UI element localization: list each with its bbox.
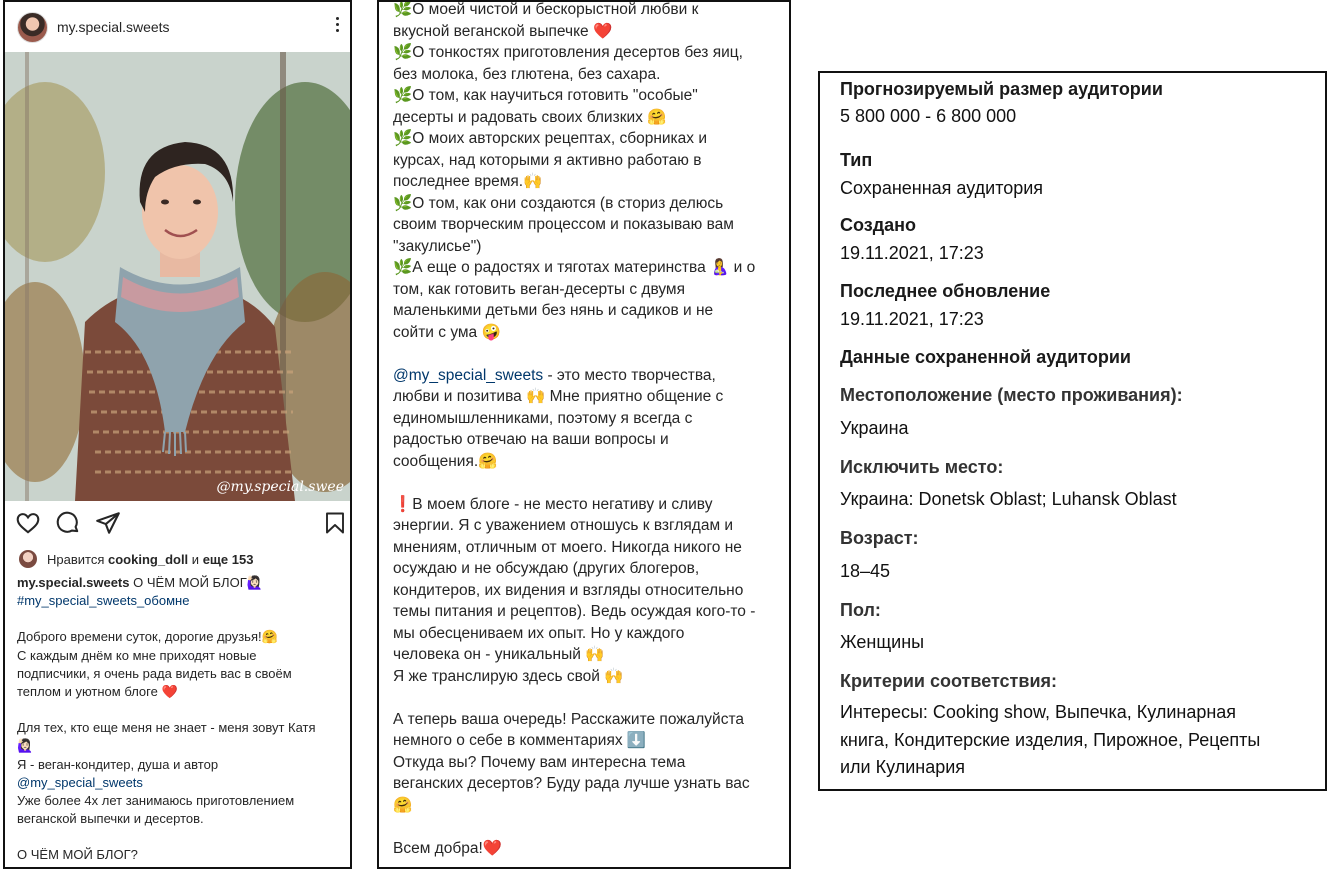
audience-type-label: Тип xyxy=(840,150,873,170)
saved-audience-data-heading: Данные сохраненной аудитории xyxy=(840,347,1131,367)
post-text-line: темы питания и рецептов). Ведь осуждая кого-то - xyxy=(393,603,756,620)
post-text-line: мы обесцениваем их опыт. Но у каждого xyxy=(393,624,685,642)
criteria-line: или Кулинария xyxy=(840,757,966,777)
exclude-location-value: Украина: Donetsk Oblast; Luhansk Oblast xyxy=(840,489,1177,509)
post-text-line: "закулисье") xyxy=(393,237,482,255)
liker-avatar[interactable] xyxy=(19,550,37,568)
post-text-panel xyxy=(377,0,791,869)
post-photo[interactable] xyxy=(5,52,350,501)
post-text-line: том, как готовить веган-десерты с двумя xyxy=(393,280,685,298)
post-text-line: ❗В моем блоге - не место негативу и сливу xyxy=(393,495,713,513)
caption-blank xyxy=(17,828,347,846)
post-text-line: без молока, без глютена, без сахара. xyxy=(393,65,661,83)
matching-criteria-value xyxy=(840,699,1300,782)
post-text-line: маленькими детьми без нянь и садиков и не xyxy=(393,302,714,319)
post-text-body xyxy=(393,0,785,859)
portrait-illustration xyxy=(5,52,350,501)
post-text-line: десерты и радовать своих близких 🤗 xyxy=(393,108,667,126)
caption-line: подписчики, я очень рада видеть вас в своём xyxy=(17,665,292,681)
caption-line: веганской выпечки и десертов. xyxy=(17,811,204,827)
matching-criteria-label: Критерии соответствия: xyxy=(840,671,1058,691)
post-text-line: 🤗 xyxy=(393,796,413,814)
post-text-line: кондитеров, их видения и взгляды относительно xyxy=(393,581,744,599)
likes-and: и xyxy=(191,552,200,567)
post-text-line: веганских десертов? Буду рада лучше узнать вас xyxy=(393,775,750,792)
mention-link[interactable]: @my_special_sweets xyxy=(17,774,143,790)
post-text-line: мнениям, отличным от моего. Никогда никого не xyxy=(393,538,742,556)
age-label: Возраст: xyxy=(840,528,919,548)
caption-line xyxy=(17,774,347,792)
caption-hashtag[interactable]: #my_special_sweets_обомне xyxy=(17,593,190,609)
caption-line: Уже более 4х лет занимаюсь приготовлением xyxy=(17,793,295,809)
mention-link[interactable]: @my_special_sweets xyxy=(393,366,544,384)
post-text-line: А теперь ваша очередь! Расскажите пожалуйста xyxy=(393,710,744,728)
post-text-line: Я же транслирую здесь свой 🙌 xyxy=(393,667,624,685)
post-text-line: любви и позитива 🙌 Мне приятно общение с xyxy=(393,388,724,405)
post-header xyxy=(5,2,350,52)
location-value: Украина xyxy=(840,418,909,438)
criteria-line: книга, Кондитерские изделия, Пирожное, Рецепты xyxy=(840,729,1261,750)
caption-line: 🙋🏻‍♀️ xyxy=(17,738,34,754)
created-label: Создано xyxy=(840,215,917,235)
profile-avatar[interactable] xyxy=(17,12,48,43)
post-text-line: курсах, над которыми я активно работаю в xyxy=(393,151,702,169)
audience-size-value: 5 800 000 - 6 800 000 xyxy=(840,106,1017,126)
caption-line: Доброго времени суток, дорогие друзья!🤗 xyxy=(17,629,278,645)
post-text-line: 🌿О тонкостях приготовления десертов без яиц, xyxy=(393,44,743,61)
comment-bubble-icon[interactable] xyxy=(55,510,81,536)
post-text-line: сойти с ума 🤪 xyxy=(393,323,501,341)
caption-blank xyxy=(17,701,347,719)
post-text-line: сообщения.🤗 xyxy=(393,452,498,470)
post-text-line: Откуда вы? Почему вам интересна тема xyxy=(393,753,686,771)
post-text-line: вкусной веганской выпечке ❤️ xyxy=(393,22,613,40)
post-username[interactable]: my.special.sweets xyxy=(57,19,170,35)
post-text-line: осуждаю и не обсуждаю (других блогеров, xyxy=(393,560,700,577)
likes-prefix: Нравится xyxy=(47,552,105,567)
post-text-blank xyxy=(393,343,785,365)
more-options-icon[interactable] xyxy=(332,17,342,37)
post-text-line: 🌿О том, как они создаются (в сториз делюсь xyxy=(393,194,724,212)
post-text-blank xyxy=(393,687,785,709)
caption-line: Для тех, кто еще меня не знает - меня зовут Катя xyxy=(17,720,316,736)
gender-label: Пол: xyxy=(840,600,881,620)
caption-username[interactable]: my.special.sweets xyxy=(17,575,130,590)
post-caption xyxy=(17,574,347,865)
criteria-line: Интересы: Cooking show, Выпечка, Кулинарная xyxy=(840,702,1237,722)
post-actions-bar xyxy=(5,510,350,540)
caption-line: Я - веган-кондитер, душа и автор xyxy=(17,756,219,772)
post-text-line: энергии. Я с уважением отношусь к взглядам и xyxy=(393,517,734,534)
post-text-line: 🌿О моей чистой и бескорыстной любви к xyxy=(393,1,699,18)
audience-type-value: Сохраненная аудитория xyxy=(840,178,1044,198)
save-bookmark-icon[interactable] xyxy=(323,510,349,536)
likes-more-count[interactable]: еще 153 xyxy=(202,552,254,567)
saved-audience-panel xyxy=(818,71,1327,791)
post-text-line: 🌿О том, как научиться готовить "особые" xyxy=(393,87,698,104)
caption-line: теплом и уютном блоге ❤️ xyxy=(17,684,178,700)
post-text-line: последнее время.🙌 xyxy=(393,173,543,190)
exclude-location-label: Исключить место: xyxy=(840,457,1004,477)
post-text-line: 🌿О моих авторских рецептах, сборниках и xyxy=(393,130,707,147)
share-send-icon[interactable] xyxy=(95,510,121,536)
audience-size-label: Прогнозируемый размер аудитории xyxy=(840,79,1163,99)
caption-line: О ЧЁМ МОЙ БЛОГ? xyxy=(17,847,138,863)
like-heart-icon[interactable] xyxy=(15,510,41,536)
liker-username[interactable]: cooking_doll xyxy=(108,552,189,567)
instagram-post-panel xyxy=(3,0,352,869)
post-text-line: Всем добра!❤️ xyxy=(393,839,503,857)
post-text-line: немного о себе в комментариях ⬇️ xyxy=(393,732,647,749)
caption-body xyxy=(17,628,347,864)
post-text-line: @my_special_sweets - это место творчества, xyxy=(393,366,716,384)
photo-watermark: @my.special.swee xyxy=(216,479,344,495)
post-text-line: своим творческим процессом и показываю вам xyxy=(393,216,734,233)
post-text-blank xyxy=(393,472,785,494)
updated-value: 19.11.2021, 17:23 xyxy=(840,309,984,329)
likes-summary[interactable] xyxy=(47,552,253,567)
created-value: 19.11.2021, 17:23 xyxy=(840,243,984,263)
post-text-line: человека он - уникальный 🙌 xyxy=(393,646,605,663)
caption-title: О ЧЁМ МОЙ БЛОГ🙋🏻‍♀️ xyxy=(133,575,263,590)
age-value: 18–45 xyxy=(840,561,891,581)
updated-label: Последнее обновление xyxy=(840,281,1051,301)
post-text-line: единомышленниками, поэтому я всегда с xyxy=(393,409,693,427)
post-text-line: 🌿А еще о радостях и тяготах материнства 🤱 и о xyxy=(393,259,756,276)
caption-line: С каждым днём ко мне приходят новые xyxy=(17,647,257,663)
post-text-blank xyxy=(393,816,785,838)
location-label: Местоположение (место проживания): xyxy=(840,385,1183,405)
post-text-line: радостью отвечаю на ваши вопросы и xyxy=(393,431,669,448)
gender-value: Женщины xyxy=(840,632,925,652)
